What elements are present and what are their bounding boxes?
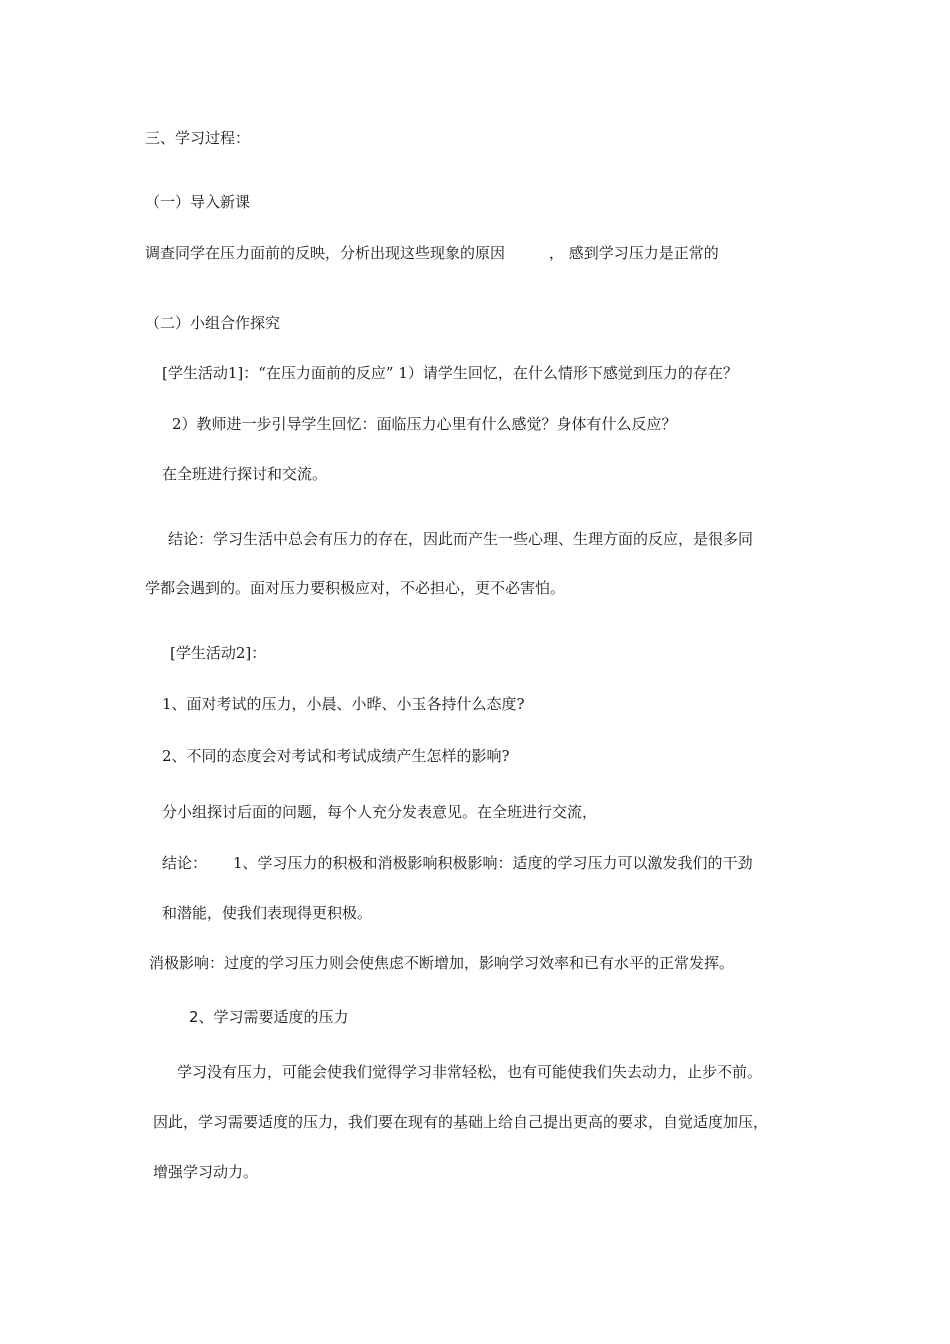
part2-heading: （二）小组合作探究 bbox=[145, 314, 281, 332]
activity1-conclusion-line2: 学都会遇到的。面对压力要积极应对，不必担心，更不必害怕。 bbox=[145, 579, 566, 597]
activity2-conclusion-text: 1、学习压力的积极和消极影响积极影响：适度的学习压力可以激发我们的干劲 bbox=[233, 854, 753, 872]
activity2-question-1: 1、面对考试的压力，小晨、小晔、小玉各持什么态度? bbox=[162, 695, 525, 713]
part1-text-after: ， 感到学习压力是正常的 bbox=[549, 244, 719, 262]
activity2-conclusion bbox=[162, 853, 753, 873]
activity1-line2: 2）教师进一步引导学生回忆：面临压力心里有什么感觉？身体有什么反应？ bbox=[172, 415, 677, 433]
activity1-conclusion-line1: 结论：学习生活中总会有压力的存在，因此而产生一些心理、生理方面的反应，是很多同 bbox=[168, 530, 754, 548]
activity1-line3: 在全班进行探讨和交流。 bbox=[162, 465, 328, 483]
activity1-line1: [学生活动1]：“在压力面前的反应” 1）请学生回忆，在什么情形下感觉到压力的存在？ bbox=[162, 364, 738, 382]
activity2-question-2: 2、不同的态度会对考试和考试成绩产生怎样的影响? bbox=[162, 747, 510, 765]
point2-line1: 学习没有压力，可能会使我们觉得学习非常轻松，也有可能使我们失去动力，止步不前。 bbox=[177, 1063, 763, 1081]
activity2-discussion: 分小组探讨后面的问题，每个人充分发表意见。在全班进行交流， bbox=[162, 803, 598, 821]
part1-paragraph bbox=[145, 243, 719, 263]
activity2-conclusion-continued: 和潜能，使我们表现得更积极。 bbox=[162, 904, 373, 922]
activity2-conclusion-label: 结论： bbox=[162, 854, 208, 872]
activity2-negative-effects: 消极影响：过度的学习压力则会使焦虑不断增加，影响学习效率和已有水平的正常发挥。 bbox=[149, 954, 735, 972]
point2-line3: 增强学习动力。 bbox=[153, 1163, 259, 1181]
point2-line2: 因此，学习需要适度的压力，我们要在现有的基础上给自己提出更高的要求，自觉适度加压， bbox=[153, 1113, 769, 1131]
section-title: 三、学习过程： bbox=[145, 129, 251, 147]
activity2-label: [学生活动2]： bbox=[170, 644, 267, 662]
point2-title: 2、学习需要适度的压力 bbox=[189, 1008, 349, 1026]
part1-text-before: 调查同学在压力面前的反映，分析出现这些现象的原因 bbox=[145, 244, 506, 262]
part1-heading: （一）导入新课 bbox=[145, 193, 251, 211]
